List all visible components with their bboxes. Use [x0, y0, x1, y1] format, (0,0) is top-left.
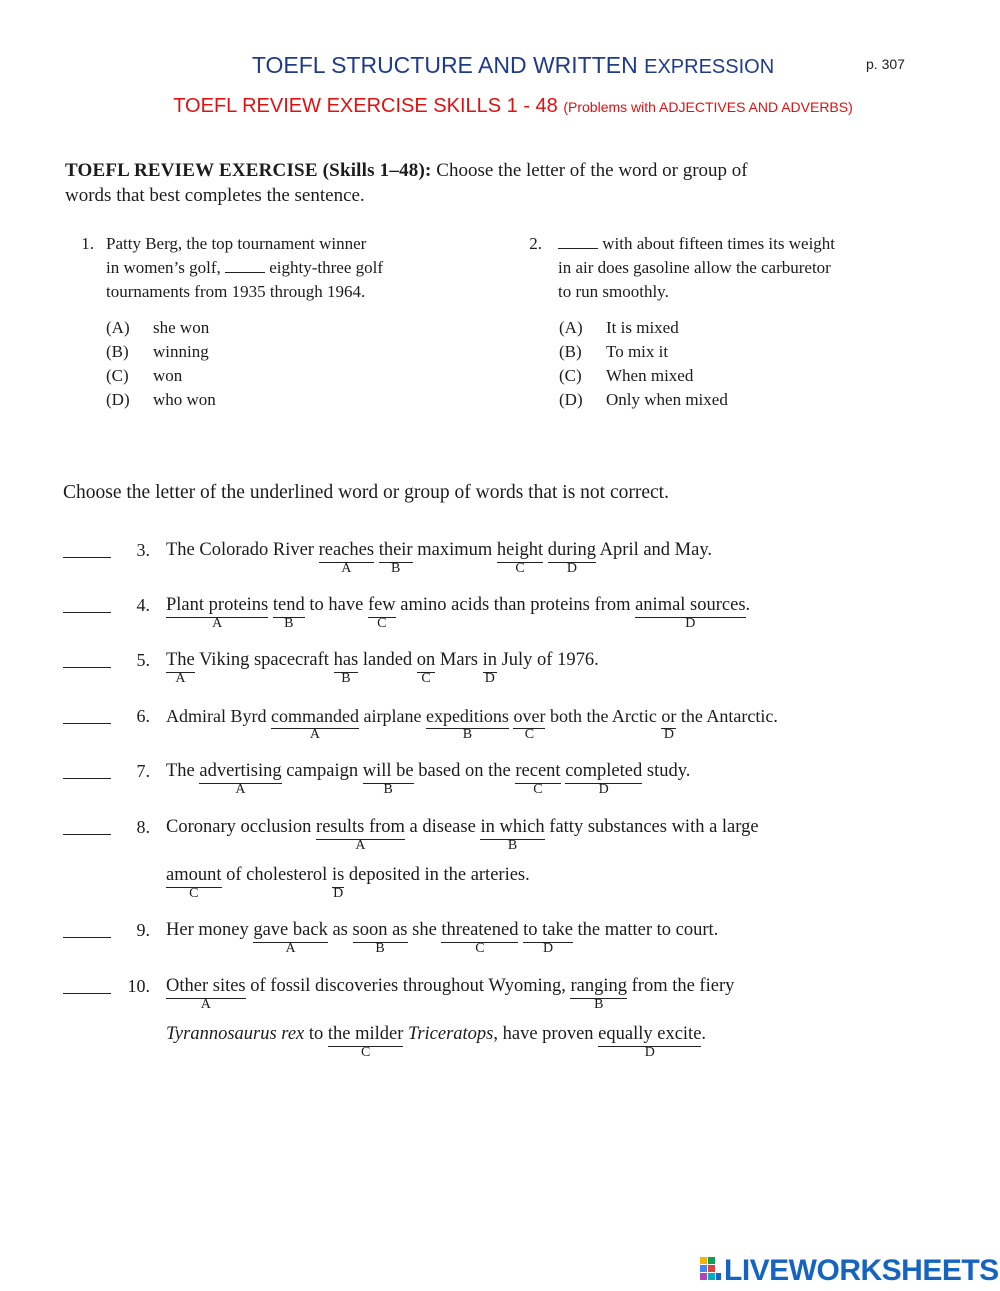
q1-option-a[interactable]: she won — [153, 318, 210, 337]
q8-option-c-text: amount — [166, 865, 222, 885]
q6-label-d: D — [663, 727, 674, 742]
q1-option-d[interactable]: who won — [153, 390, 216, 409]
q8-number: 8. — [136, 817, 150, 837]
q6-label-b: B — [462, 727, 473, 742]
q6-label-c: C — [524, 727, 535, 742]
q3-option-c[interactable] — [496, 540, 544, 576]
q9-label-b: B — [375, 941, 385, 956]
q4-label-b: B — [284, 616, 294, 631]
q2-option-c[interactable]: When mixed — [606, 366, 694, 385]
q10-option-d-text: equally excite — [598, 1024, 702, 1044]
q4-label-a: A — [212, 616, 223, 631]
q9-option-c-text: threatened — [441, 920, 519, 940]
q9-option-a[interactable] — [253, 920, 328, 956]
q8-option-a-text: results from — [316, 817, 405, 837]
q10-option-a[interactable] — [166, 976, 246, 1012]
q5-text-2: landed — [362, 650, 413, 670]
q3-option-b[interactable] — [378, 540, 413, 576]
q3-option-d-text: during — [547, 540, 597, 560]
q4-text-3: . — [745, 595, 751, 615]
q5-number: 5. — [136, 650, 150, 670]
q3-label-b: B — [390, 561, 401, 576]
q5-text-3: Mars — [439, 650, 478, 670]
q10-text-3: Tyrannosaurus rex — [166, 1024, 305, 1044]
q7-option-a-text: advertising — [199, 761, 282, 781]
q7-label-a: A — [235, 782, 246, 797]
exercise-heading-bold: TOEFL REVIEW EXERCISE (Skills 1–48): — [65, 160, 432, 181]
q2-answer-blank[interactable] — [558, 234, 598, 249]
q5-label-a: A — [175, 671, 186, 686]
q1-option-b-letter: (B) — [106, 342, 129, 361]
q8-option-a[interactable] — [316, 817, 405, 853]
q8-text-0: Coronary occlusion — [166, 817, 312, 837]
q8-label-a: A — [355, 838, 366, 853]
q5-label-c: C — [421, 671, 431, 686]
q9-label-c: C — [475, 941, 485, 956]
q2-option-a[interactable]: It is mixed — [606, 318, 679, 337]
q3-answer-blank[interactable] — [63, 557, 111, 558]
q5-option-c-text: on — [416, 650, 436, 670]
exercise-heading-rest: Choose the letter of the word or group of — [436, 160, 748, 181]
q9-option-a-text: gave back — [253, 920, 328, 940]
q3-sentence — [166, 540, 713, 576]
subtitle-main: TOEFL REVIEW EXERCISE SKILLS 1 - 48 — [173, 95, 558, 117]
q4-option-c[interactable] — [367, 595, 396, 631]
q6-option-d-text: or — [661, 706, 677, 726]
logo-text: LIVEWORKSHEETS — [724, 1254, 999, 1287]
q10-option-b-text: ranging — [570, 976, 627, 996]
q9-number: 9. — [136, 920, 150, 940]
q3-option-b-text: their — [378, 540, 413, 560]
q7-text-1: campaign — [286, 761, 359, 781]
q10-option-d[interactable] — [598, 1024, 702, 1060]
q2-number-text: 2. — [529, 234, 542, 253]
q10-option-a-text: Other sites — [166, 976, 246, 996]
q8-label-c: C — [189, 886, 199, 901]
q9-option-b-text: soon as — [352, 920, 408, 940]
q9-option-c[interactable] — [441, 920, 519, 956]
question-10 — [0, 977, 1000, 1077]
q2-option-a-letter: (A) — [559, 318, 583, 337]
q5-label-d: D — [484, 671, 495, 686]
q7-number: 7. — [136, 761, 150, 781]
title-suffix: EXPRESSION — [644, 56, 775, 78]
q6-label-a: A — [309, 727, 321, 742]
q7-option-a[interactable] — [199, 761, 282, 797]
q8-option-c[interactable] — [166, 865, 222, 901]
q5-label-b: B — [341, 671, 351, 686]
q10-sentence-line1 — [166, 976, 735, 1012]
q9-text-2: she — [412, 920, 437, 940]
q4-answer-blank[interactable] — [63, 612, 111, 613]
q7-text-2: based on the — [418, 761, 511, 781]
q5-option-b-text: has — [333, 650, 359, 670]
question-4 — [0, 596, 1000, 648]
subtitle-note: (Problems with ADJECTIVES AND ADVERBS) — [563, 99, 853, 115]
question-9 — [0, 921, 1000, 973]
q9-option-d[interactable] — [523, 920, 573, 956]
q4-text-2: amino acids than proteins from — [400, 595, 631, 615]
exercise-heading-line2: words that best completes the sentence. — [65, 185, 365, 206]
q7-option-b-text: will be — [362, 761, 414, 781]
q10-text-4: to — [308, 1024, 324, 1044]
q1-line2 — [106, 256, 383, 280]
q3-option-d[interactable] — [547, 540, 597, 576]
q6-answer-blank[interactable] — [63, 723, 111, 724]
q1-number: 1. — [81, 234, 94, 253]
q1-line2-start: in women’s golf, — [106, 258, 221, 277]
q5-option-a-text: The — [166, 650, 195, 670]
page-number: p. 307 — [866, 56, 905, 72]
q4-number: 4. — [136, 595, 150, 615]
q2-line2: in air does gasoline allow the carburetor — [558, 258, 831, 277]
q10-label-c: C — [360, 1045, 371, 1060]
q10-text-5: Triceratops — [408, 1024, 494, 1044]
q9-answer-blank[interactable] — [63, 937, 111, 938]
q1-option-d-letter: (D) — [106, 390, 130, 409]
q5-option-b[interactable] — [333, 650, 359, 686]
q7-text-3: study. — [646, 761, 691, 781]
q2-option-d-letter: (D) — [559, 390, 583, 409]
q6-option-c-text: over — [513, 706, 546, 726]
q5-option-d[interactable] — [482, 650, 497, 686]
q5-answer-blank[interactable] — [63, 667, 111, 668]
page-subtitle — [0, 95, 1000, 118]
q3-text-0: The Colorado River — [166, 540, 314, 560]
q7-option-d[interactable] — [565, 761, 643, 797]
q10-option-c-text: the milder — [327, 1024, 404, 1044]
q3-option-c-text: height — [496, 540, 544, 560]
q4-option-a-text: Plant proteins — [166, 595, 269, 615]
q8-option-b-text: in which — [480, 817, 545, 837]
q6-option-a[interactable] — [271, 706, 359, 742]
q9-label-a: A — [285, 941, 296, 956]
q4-option-a[interactable] — [166, 595, 269, 631]
q2-option-c-letter: (C) — [559, 366, 582, 385]
q6-text-2: both the Arctic — [549, 706, 657, 726]
q1-line2-end: eighty-three golf — [269, 258, 384, 277]
q8-answer-blank[interactable] — [63, 834, 111, 835]
q6-option-d[interactable] — [661, 706, 677, 742]
q4-option-b-text: tend — [272, 595, 305, 615]
question-7 — [0, 762, 1000, 814]
q2-line3: to run smoothly. — [558, 282, 669, 301]
q1-option-c-letter: (C) — [106, 366, 129, 385]
q5-text-4: July of 1976. — [501, 650, 599, 670]
q5-option-d-text: in — [482, 650, 497, 670]
title-main: TOEFL STRUCTURE AND WRITTEN — [251, 52, 638, 78]
q2-option-d[interactable]: Only when mixed — [606, 390, 728, 409]
q5-option-a[interactable] — [166, 650, 195, 686]
q1-option-c[interactable]: won — [153, 366, 183, 385]
q6-text-3: the Antarctic. — [680, 706, 778, 726]
q3-text-2: April and May. — [599, 540, 713, 560]
q10-sentence-line2 — [166, 1024, 707, 1060]
q9-text-1: as — [332, 920, 348, 940]
logo-blocks-icon — [700, 1257, 722, 1283]
question-3 — [0, 541, 1000, 593]
q4-label-d: D — [685, 616, 696, 631]
q7-answer-blank[interactable] — [63, 778, 111, 779]
exercise-heading — [65, 158, 748, 183]
q8-label-b: B — [507, 838, 518, 853]
q1-option-a-letter: (A) — [106, 318, 130, 337]
q7-label-b: B — [383, 782, 393, 797]
q1-line1: Patty Berg, the top tournament winner — [106, 234, 367, 253]
q3-number: 3. — [136, 540, 150, 560]
part2-instruction: Choose the letter of the underlined word or group of words that is not correct. — [63, 482, 669, 503]
q6-number: 6. — [136, 706, 150, 726]
q6-sentence — [166, 706, 778, 742]
q9-label-d: D — [542, 941, 554, 956]
q10-label-b: B — [594, 997, 604, 1012]
q8-option-b[interactable] — [480, 817, 545, 853]
q9-option-b[interactable] — [352, 920, 408, 956]
q8-option-d-text: is — [331, 865, 345, 885]
q10-option-b[interactable] — [570, 976, 627, 1012]
q7-option-d-text: completed — [565, 761, 643, 781]
q8-sentence-line1 — [166, 817, 759, 853]
q8-text-4: deposited in the arteries. — [348, 865, 530, 885]
q3-label-a: A — [341, 561, 352, 576]
q6-text-1: airplane — [363, 706, 422, 726]
q8-text-1: a disease — [409, 817, 476, 837]
q7-option-c[interactable] — [515, 761, 561, 797]
q2-option-b[interactable]: To mix it — [606, 342, 669, 361]
q5-option-c[interactable] — [416, 650, 436, 686]
question-6 — [0, 707, 1000, 759]
q8-option-d[interactable] — [331, 865, 345, 901]
q9-text-3: the matter to court. — [577, 920, 719, 940]
q7-option-b[interactable] — [362, 761, 414, 797]
q10-option-c[interactable] — [327, 1024, 404, 1060]
q10-text-7: . — [701, 1024, 707, 1044]
q6-option-c[interactable] — [513, 706, 546, 742]
q10-text-2: from the fiery — [631, 976, 735, 996]
q2-line1-text: with about fifteen times its weight — [602, 234, 836, 253]
q10-number: 10. — [127, 976, 150, 996]
q10-label-a: A — [200, 997, 211, 1012]
q4-option-d[interactable] — [635, 595, 746, 631]
q7-label-c: C — [533, 782, 543, 797]
q8-text-2: fatty substances with a large — [549, 817, 759, 837]
q2-option-b-letter: (B) — [559, 342, 582, 361]
q9-option-d-text: to take — [523, 920, 573, 940]
q3-option-a[interactable] — [318, 540, 375, 576]
q8-text-3: of cholesterol — [226, 865, 328, 885]
q5-sentence — [166, 650, 599, 686]
q8-sentence-line2 — [166, 865, 530, 901]
q10-answer-blank[interactable] — [63, 993, 111, 994]
q4-option-c-text: few — [367, 595, 396, 615]
q8-label-d: D — [333, 886, 344, 901]
q7-label-d: D — [598, 782, 609, 797]
q7-text-0: The — [166, 761, 195, 781]
q2-line1 — [558, 232, 835, 256]
q6-option-b-text: expeditions — [425, 706, 509, 726]
q1-line3: tournaments from 1935 through 1964. — [106, 282, 366, 301]
q7-option-c-text: recent — [515, 761, 561, 781]
q6-option-b[interactable] — [425, 706, 509, 742]
q1-option-b[interactable]: winning — [153, 342, 209, 361]
q4-option-d-text: animal sources — [635, 595, 746, 615]
q9-text-0: Her money — [166, 920, 249, 940]
q3-label-c: C — [515, 561, 525, 576]
q10-text-1: of fossil discoveries throughout Wyoming, — [250, 976, 566, 996]
q4-sentence — [166, 595, 751, 631]
q10-text-6: , have proven — [493, 1024, 594, 1044]
q5-text-1: Viking spacecraft — [199, 650, 329, 670]
q10-label-d: D — [644, 1045, 655, 1060]
q3-label-d: D — [566, 561, 577, 576]
q4-label-c: C — [377, 616, 387, 631]
q1-answer-blank[interactable] — [225, 258, 265, 273]
q7-sentence — [166, 761, 691, 797]
q9-sentence — [166, 920, 719, 956]
page-title — [0, 52, 1000, 79]
q3-text-1: maximum — [417, 540, 493, 560]
question-5 — [0, 651, 1000, 703]
q6-option-a-text: commanded — [271, 706, 359, 726]
question-8 — [0, 818, 1000, 918]
q3-option-a-text: reaches — [318, 540, 375, 560]
q4-text-1: to have — [309, 595, 364, 615]
q6-text-0: Admiral Byrd — [166, 706, 267, 726]
q4-option-b[interactable] — [272, 595, 305, 631]
